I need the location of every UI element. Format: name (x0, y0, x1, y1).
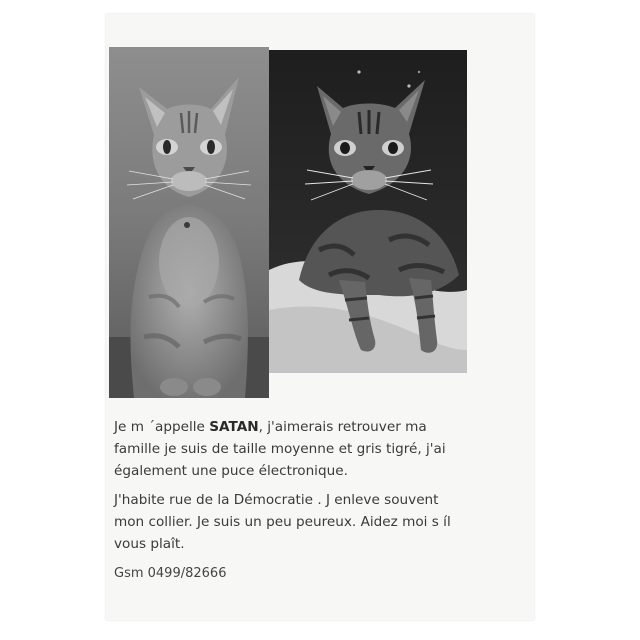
cat-name: SATAN (209, 419, 259, 435)
address-paragraph (114, 489, 514, 555)
cat-lying-photo (269, 50, 467, 373)
address-line3: vous plaît. (114, 536, 185, 552)
intro-prefix: Je m ´appelle (114, 419, 210, 435)
flyer-text (114, 416, 514, 591)
lost-cat-flyer (106, 14, 534, 620)
address-line2: mon collier. Je suis un peu peureux. Aidez moi s íl (114, 514, 451, 530)
cat-sitting-image (109, 47, 269, 398)
cat-lying-image (269, 50, 467, 373)
intro-paragraph (114, 416, 514, 482)
cat-sitting-photo (109, 47, 269, 398)
intro-line3: également une puce électronique. (114, 463, 348, 479)
phone-number: Gsm 0499/82666 (114, 566, 227, 581)
intro-line1-suffix: , j'aimerais retrouver ma (258, 419, 427, 435)
intro-line2: famille je suis de taille moyenne et gris tigré, j'ai (114, 441, 446, 457)
address-line1: J'habite rue de la Démocratie . J enleve souvent (114, 492, 439, 508)
